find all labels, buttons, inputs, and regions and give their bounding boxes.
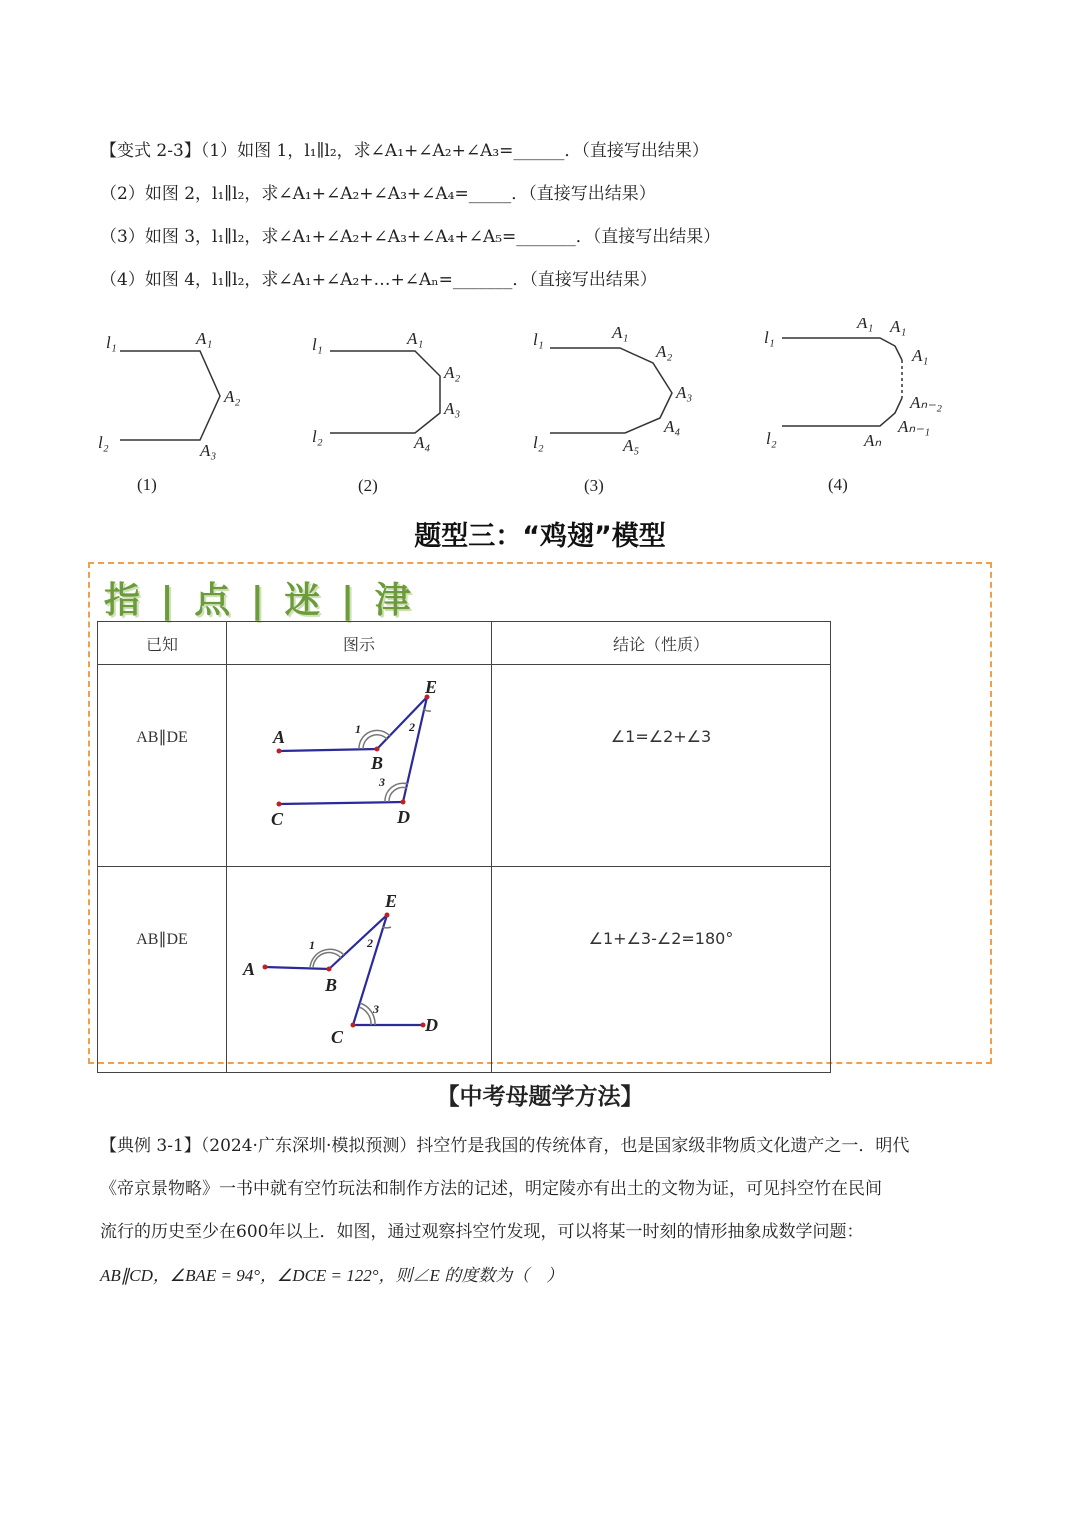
pt-B: B xyxy=(371,753,384,773)
fig2-l2: l₂ xyxy=(312,427,323,446)
fig2-l1: l₁ xyxy=(312,335,323,354)
tips-banner: 指 | 点 | 迷 | 津 xyxy=(104,580,415,621)
fig3-A1: A₁ xyxy=(612,323,629,342)
table-row xyxy=(98,665,831,867)
pt2-C: C xyxy=(331,1027,344,1047)
fig4-A1c: A₁ xyxy=(912,346,929,365)
ang2-1: 1 xyxy=(309,938,315,952)
figure-2 xyxy=(330,351,440,433)
row1-figure xyxy=(227,665,492,867)
model-2-diagram xyxy=(227,867,491,1067)
pt2-B: B xyxy=(325,975,338,995)
fig4-An1: Aₙ₋₁ xyxy=(898,417,931,436)
table-header-row xyxy=(98,622,831,665)
fig1-A1: A₁ xyxy=(196,329,213,348)
fig4-An: Aₙ xyxy=(864,431,882,450)
row2-known: AB∥DE xyxy=(98,867,227,1073)
fig4-A1a: A₁ xyxy=(857,318,874,332)
fig4-caption: (4) xyxy=(828,475,848,494)
example-line-4: AB∥CD，∠BAE = 94°，∠DCE = 122°，则∠E 的度数为（ ） xyxy=(100,1266,564,1285)
ang2-3: 3 xyxy=(373,1002,379,1016)
header-known: 已知 xyxy=(98,622,227,665)
row2-conclusion: ∠1+∠3-∠2=180° xyxy=(492,867,831,1073)
example-line-1: 【典例 3-1】（2024·广东深圳·模拟预测）抖空竹是我国的传统体育，也是国家级非物质文化遗产之一．明代 xyxy=(100,1136,910,1156)
fig3-A2: A₂ xyxy=(656,342,673,361)
example-line-3: 流行的历史至少在600年以上．如图，通过观察抖空竹发现，可以将某一时刻的情形抽象成数学问题： xyxy=(100,1222,864,1242)
fig2-A2: A₂ xyxy=(444,363,461,382)
question-3: （3）如图 3，l₁∥l₂，求∠A₁+∠A₂+∠A₃+∠A₄+∠A₅=_______．（直接写出结果） xyxy=(100,227,721,247)
fig4-l1: l₁ xyxy=(764,328,775,347)
question-4: （4）如图 4，l₁∥l₂，求∠A₁+∠A₂+…+∠Aₙ=_______．（直接写出结果） xyxy=(100,270,657,290)
header-conclusion: 结论（性质） xyxy=(492,622,831,665)
fig4-An2: Aₙ₋₂ xyxy=(910,393,943,412)
subsection-title: 【中考母题学方法】 xyxy=(436,1084,644,1110)
question-1: 【变式 2-3】（1）如图 1，l₁∥l₂，求∠A₁+∠A₂+∠A₃=______．（直接写出结果） xyxy=(100,141,709,161)
pt2-A: A xyxy=(243,959,256,979)
pt2-E: E xyxy=(385,891,398,911)
ang-1: 1 xyxy=(355,722,361,736)
example-line-2: 《帝京景物略》一书中就有空竹玩法和制作方法的记述，明定陵亦有出土的文物为证，可见抖空竹在民间 xyxy=(100,1179,882,1199)
fig4-A1b: A₁ xyxy=(890,318,907,336)
model-table xyxy=(97,621,831,1073)
fig4-l2: l₂ xyxy=(766,429,777,448)
row2-figure xyxy=(227,867,492,1073)
ang2-2: 2 xyxy=(367,936,373,950)
row1-known: AB∥DE xyxy=(98,665,227,867)
pt-A: A xyxy=(273,727,286,747)
figure-1 xyxy=(120,351,220,440)
ang-2: 2 xyxy=(409,720,415,734)
parallel-line-figures xyxy=(90,318,970,508)
fig3-caption: (3) xyxy=(584,476,604,495)
fig1-l1: l₁ xyxy=(106,333,117,352)
fig2-caption: (2) xyxy=(358,476,378,495)
header-figure: 图示 xyxy=(227,622,492,665)
fig2-A3: A₃ xyxy=(444,399,461,418)
fig3-A3: A₃ xyxy=(676,383,693,402)
fig3-A4: A₄ xyxy=(664,417,681,436)
row1-conclusion: ∠1=∠2+∠3 xyxy=(492,665,831,867)
fig3-l2: l₂ xyxy=(533,433,544,452)
pt-E: E xyxy=(425,677,438,697)
figures-row xyxy=(90,318,970,508)
fig3-l1: l₁ xyxy=(533,330,544,349)
pt2-D: D xyxy=(425,1015,438,1035)
ang-3: 3 xyxy=(379,775,385,789)
fig1-caption: (1) xyxy=(137,475,157,494)
table-row xyxy=(98,867,831,1073)
fig1-A2: A₂ xyxy=(224,387,241,406)
fig2-A1: A₁ xyxy=(407,329,424,348)
fig1-l2: l₂ xyxy=(98,433,109,452)
figure-4 xyxy=(782,338,902,426)
question-2: （2）如图 2，l₁∥l₂，求∠A₁+∠A₂+∠A₃+∠A₄=_____．（直接写出结果） xyxy=(100,184,656,204)
pt-C: C xyxy=(271,809,284,829)
fig2-A4: A₄ xyxy=(414,433,431,452)
section-title: 题型三：“鸡翅”模型 xyxy=(414,521,666,552)
pt-D: D xyxy=(397,807,410,827)
fig3-A5: A₅ xyxy=(623,436,640,455)
fig1-A3: A₃ xyxy=(200,441,217,460)
model-1-diagram xyxy=(227,665,491,861)
figure-3 xyxy=(550,348,672,433)
